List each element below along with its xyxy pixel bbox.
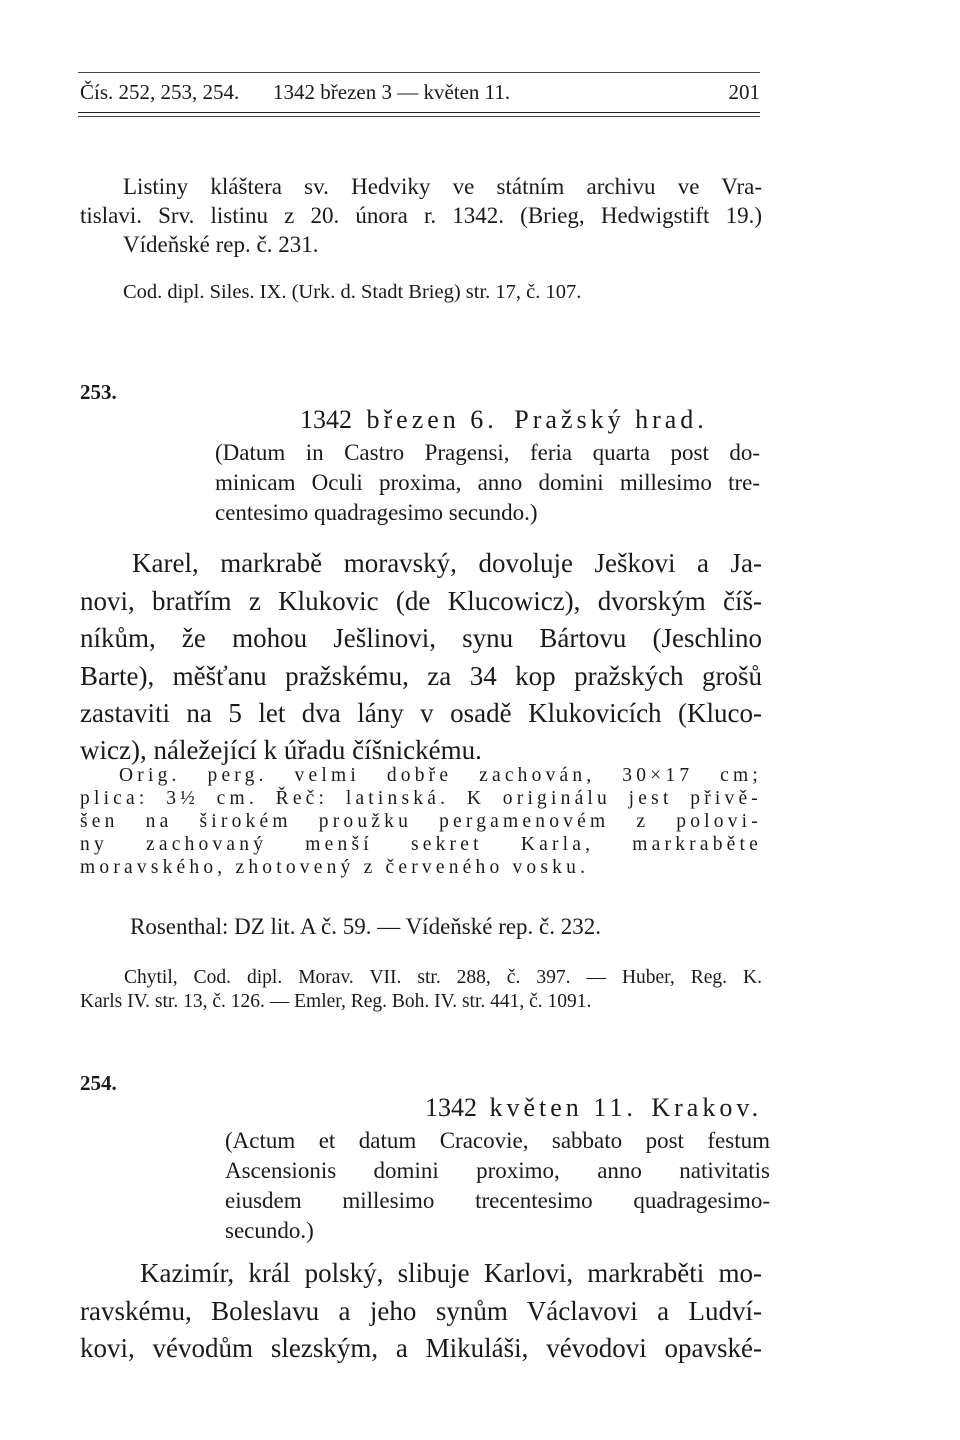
doc253-original-description-end: [80, 856, 589, 879]
preface-line: Vídeňské rep. č. 231.: [123, 232, 319, 257]
preface-line: Listiny kláštera sv. Hedviky ve státním archivu ve Vra-: [123, 174, 762, 199]
regest-line: Kazimír, král polský, slibuje Karlovi, markraběti mo-: [140, 1258, 762, 1288]
page-number: 201: [728, 80, 760, 104]
document-number-253: 253.: [80, 380, 117, 404]
regest-line: ravskému, Boleslavu a jeho synům Václavovi a Ludví-: [80, 1295, 762, 1326]
regest-line: Barte), měšťanu pražskému, za 34 kop pražských grošů: [80, 660, 762, 691]
doc254-regest: [80, 1255, 762, 1368]
doc254-date-day: květen 11.: [489, 1093, 637, 1122]
doc254-heading: [425, 1093, 762, 1123]
doc253-place: Pražský hrad.: [514, 405, 708, 434]
datum-line: centesimo quadragesimo secundo.): [215, 500, 538, 525]
regest-line: Karel, markrabě moravský, dovoluje Ješkovi a Ja-: [132, 548, 762, 578]
datum-line: (Actum et datum Cracovie, sabbato post festum: [225, 1128, 770, 1153]
original-line: ny zachovaný menší sekret Karla, markraběte: [80, 834, 762, 855]
original-line: plica: 3½ cm. Řeč: latinská. K originálu jest přivě-: [80, 788, 762, 809]
doc254-date-year: 1342: [425, 1093, 477, 1122]
header-bottom-rule: [78, 112, 760, 113]
datum-line: Ascensionis domini proximo, anno nativitatis: [225, 1158, 770, 1183]
original-line: Orig. perg. velmi dobře zachován, 30×17 cm;: [119, 765, 762, 786]
doc253-original-description: [80, 764, 762, 856]
regest-line: kovi, vévodům slezským, a Mikuláši, vévodovi opavské-: [80, 1333, 762, 1363]
preface-line: tislavi. Srv. listinu z 20. února r. 1342. (Brieg, Hedwigstift 19.): [80, 203, 762, 228]
doc253-date-day: březen 6.: [366, 405, 498, 434]
header-top-rule: [78, 72, 760, 73]
datum-line: eiusdem millesimo trecentesimo quadragesimo-: [225, 1188, 770, 1213]
regest-line: níkům, že mohou Ješlinovi, synu Bártovu (Jeschlino: [80, 623, 762, 653]
header-document-numbers: Čís. 252, 253, 254.: [80, 80, 240, 104]
literature-line: Chytil, Cod. dipl. Morav. VII. str. 288, č. 397. — Huber, Reg. K.: [124, 967, 762, 988]
cod-dipl-line: Cod. dipl. Siles. IX. (Urk. d. Stadt Brieg) str. 17, č. 107.: [123, 281, 582, 303]
rosenthal-line: Rosenthal: DZ lit. A č. 59. — Vídeňské rep. č. 232.: [130, 914, 602, 939]
header-bottom-rule-2: [78, 116, 760, 117]
running-header: [80, 80, 762, 110]
doc253-literature: [80, 966, 762, 990]
doc253-literature-end: [80, 990, 591, 1014]
doc253-rosenthal-reference: [130, 912, 601, 942]
datum-line: secundo.): [225, 1218, 314, 1243]
doc254-datum-formula: [225, 1126, 770, 1216]
header-date-range: 1342 březen 3 — květen 11.: [273, 80, 511, 104]
datum-line: (Datum in Castro Pragensi, feria quarta post do-: [215, 440, 760, 465]
doc253-datum-formula: [215, 438, 760, 498]
preface-archive-note-2: [80, 201, 762, 231]
doc253-regest: [80, 545, 762, 733]
preface-archive-note-3: [123, 230, 318, 260]
doc253-datum-formula-end: [215, 498, 538, 528]
doc253-heading: [300, 405, 708, 435]
doc254-datum-formula-end: [225, 1216, 314, 1246]
regest-line: zastaviti na 5 let dva lány v osadě Klukovicích (Kluco-: [80, 698, 762, 728]
doc253-date-year: 1342: [300, 405, 352, 434]
original-line: moravského, zhotovený z červeného vosku.: [80, 857, 590, 878]
regest-line: novi, bratřím z Klukovic (de Klucowicz), dvorským číš-: [80, 585, 762, 616]
preface-archive-note: [80, 172, 762, 202]
regest-line: wicz), náležející k úřadu číšnickému.: [80, 735, 482, 765]
datum-line: minicam Oculi proxima, anno domini millesimo tre-: [215, 470, 760, 495]
preface-cod-dipl-reference: [123, 278, 581, 306]
original-line: šen na širokém proužku pergamenovém z polovi-: [80, 811, 762, 832]
document-number-254: 254.: [80, 1071, 117, 1095]
literature-line: Karls IV. str. 13, č. 126. — Emler, Reg. Boh. IV. str. 441, č. 1091.: [80, 991, 592, 1012]
doc254-place: Krakov.: [651, 1093, 763, 1122]
